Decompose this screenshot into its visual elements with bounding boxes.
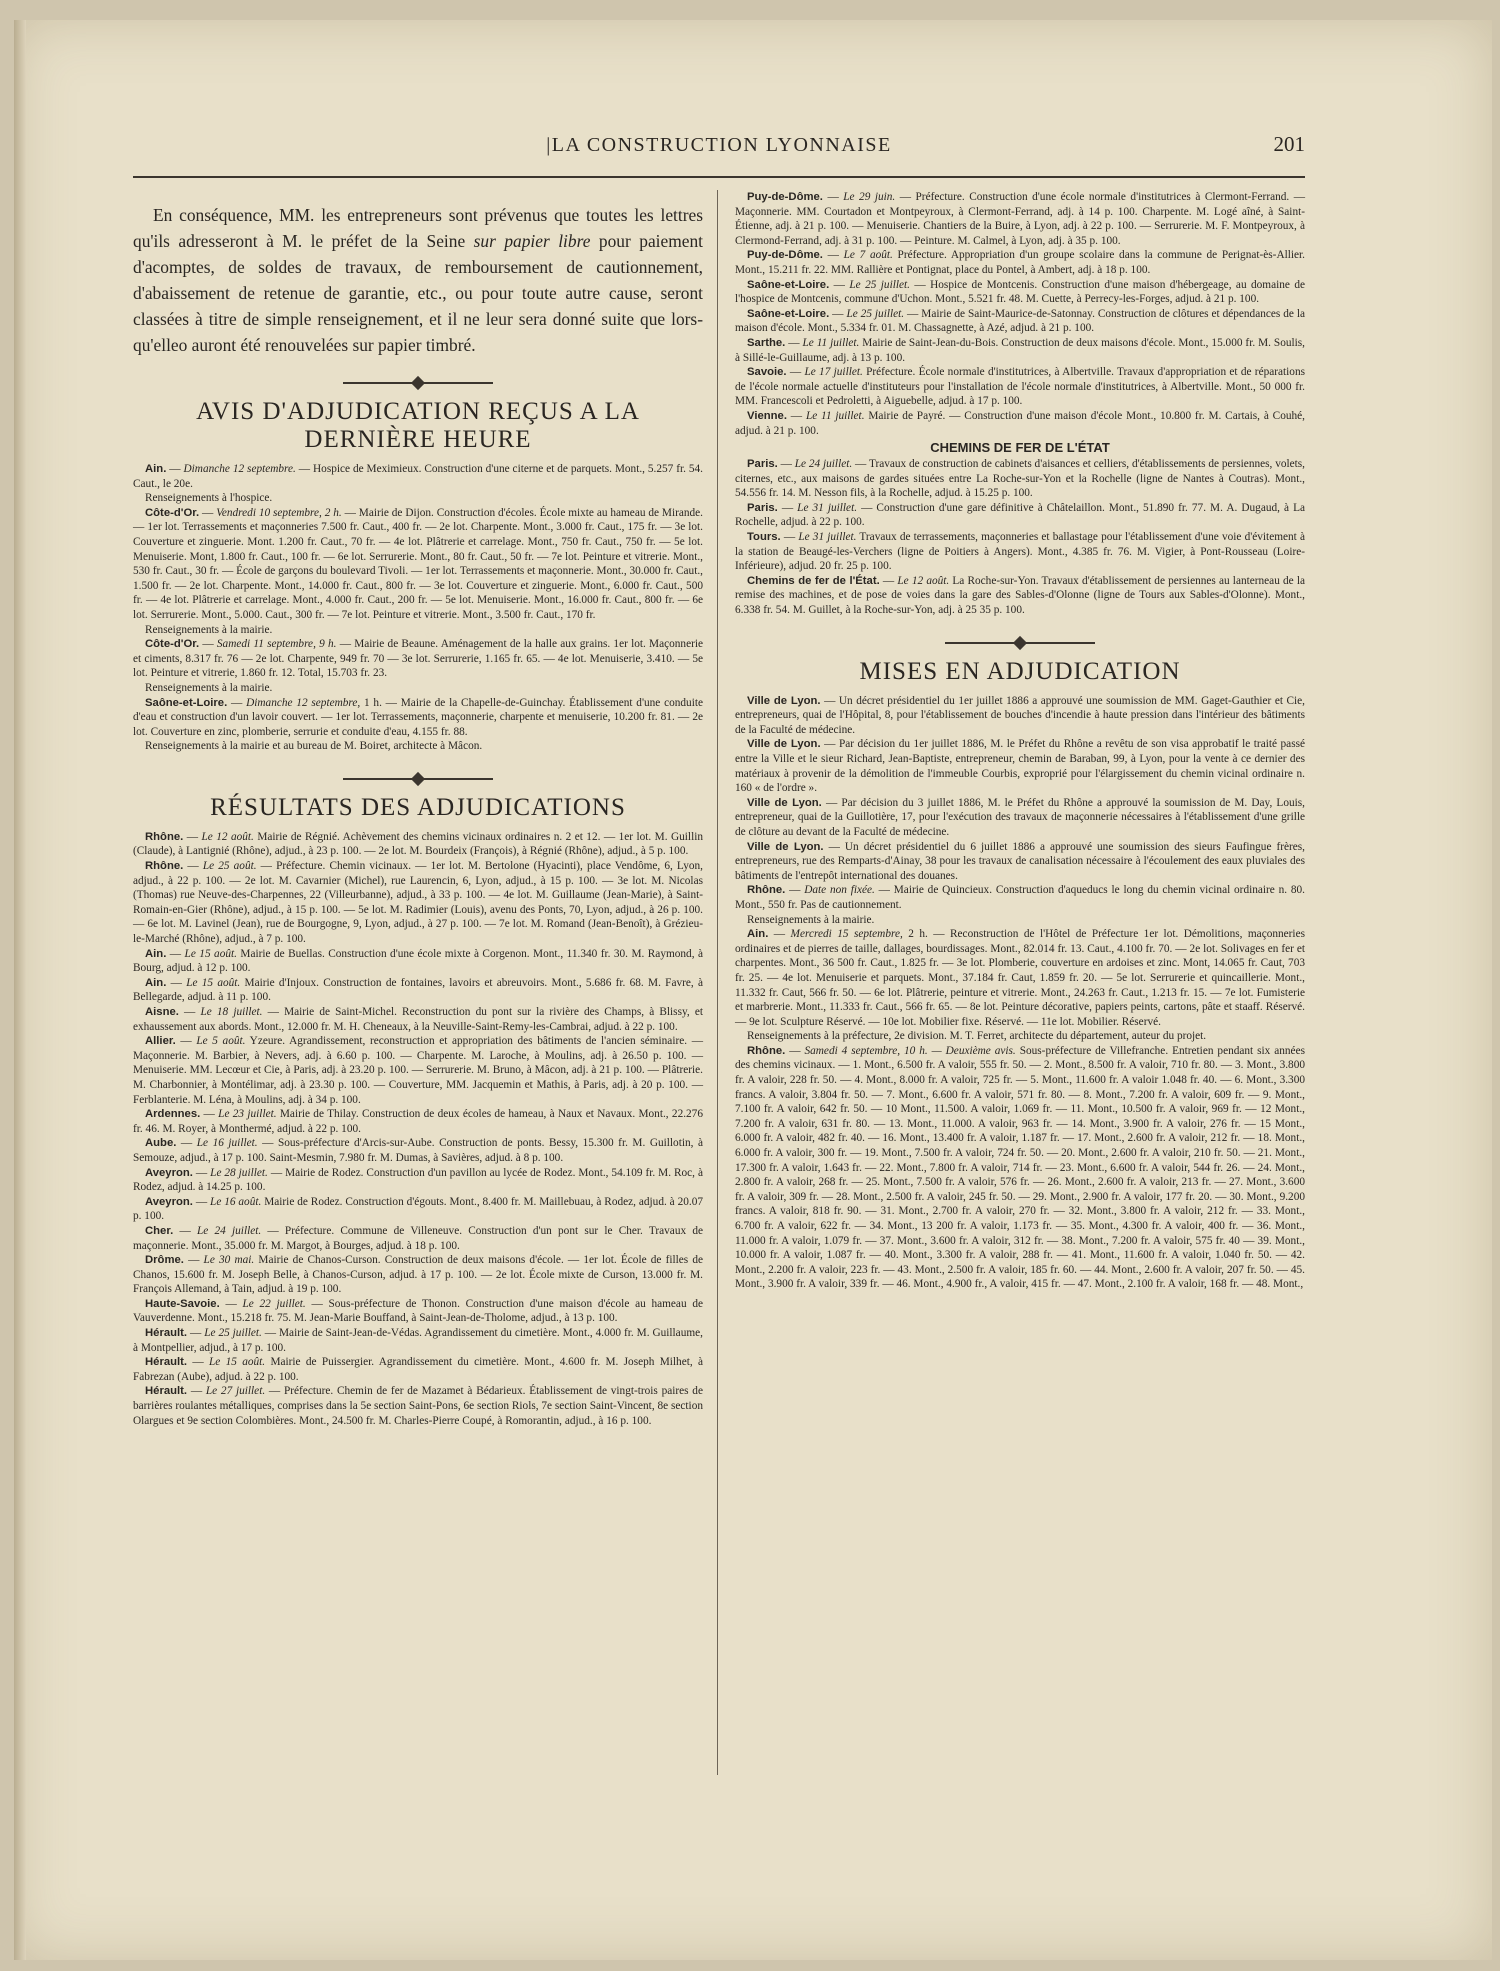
intro-text-1: En conséquence, MM. les entrepreneurs sont prévenus que toutes les lettres qu'ils adresseront à M. le préfet de la Seine [133, 205, 703, 251]
notice-date: Le 12 août. [201, 830, 254, 843]
notice-text: — Par décision du 1er juillet 1886, M. le Préfet du Rhône a revêtu de son visa approbatif le traité passé entre la Ville et le sieur Richard, Jean-Baptiste, entrepreneur, chemin de Baraban, 99, à Lyon, pour la vente à ce dernier des matériaux à provenir de la démolition de l'immeuble Courbis, exproprié pour l'élargissement du chemin vicinal ordinaire n. 160 « de l'ordre ». [735, 738, 1305, 795]
notice-entry: Chemins de fer de l'État. — Le 12 août. La Roche-sur-Yon. Travaux d'établissement de persiennes au lanterneau de la remise des machines, et de pose de voies dans la gare des Sables-d'Olonne (ligne de Tours aux Sables-d'Olonne). Mont., 6.338 fr. 54. M. Guillet, à la Roche-sur-Yon, adj. à 25 35 p. 100. [735, 574, 1305, 617]
notice-place: Tours. [747, 531, 781, 544]
notice-date: Le 28 juillet. [210, 1166, 268, 1179]
notice-date: Le 15 août. [184, 947, 237, 960]
notice-date: Le 11 juillet. [805, 409, 865, 422]
notice-entry: Puy-de-Dôme. — Le 29 juin. — Préfecture. Construction d'une école normale d'institutrices à Clermont-Ferrand. — Maçonnerie. MM. Courtadon et Montpeyroux, à Clermont-Ferrand, adj. à 14 p. 100. Charpente. M. Logé aîné, à Saint-Étienne, adj. à 21 p. 100. — Menuiserie. Chantiers de la Buire, à Lyon, adj. à 22 p. 100. — Serrurerie. M. F. Montpeyroux, à Clermond-Ferrand, adj. à 31 p. 100. — Peinture. M. Calmel, à Lyon, adj. à 35 p. 100. [735, 191, 1306, 247]
notice-entry: Saône-et-Loire. — Le 25 juillet. — Mairie de Saint-Maurice-de-Satonnay. Construction de clôtures et dépendances de la maison d'école. Mont., 5.334 fr. 01. M. Chassagnette, à Azé, adjud. à 21 p. 100. [735, 307, 1305, 335]
notice-place: Vienne. [747, 409, 787, 422]
notice-place: Ville de Lyon. [747, 738, 821, 751]
notice-date: Le 17 juillet. [804, 366, 863, 379]
intro-paragraph [133, 202, 703, 358]
notice-text: Sous-préfecture de Villefranche. Entretien pendant six années des chemins vicinaux. — 1. Mont., 6.500 fr. A valoir, 555 fr. 50. — 2. Mont., 8.500 fr. A valoir, 710 fr. 80. — 3. Mont., 3.800 fr. A valoir, 228 fr. 50. — 4. Mont., 8.000 fr. A valoir, 725 fr. — 5. Mont., 11.600 fr. A valoir 1.048 fr. 40. — 6. Mont., 3.300 francs. A valoir, 3.804 fr. 50. — 7. Mont., 6.600 fr. A valoir, 571 fr. 80. — 8. Mont., 7.200 fr. A valoir, 609 fr. — 9. Mont., 7.100 fr. A valoir, 642 fr. 50. — 10 Mont., 11.500. A valoir, 1.069 fr. — 11. Mont., 10.500 fr. A valoir, 969 fr. — 12 Mont., 7.200 fr. A valoir, 631 fr. 80. — 13. Mont., 11.000. A valoir, 963 fr. — 14. Mont., 3.900 fr. A valoir, 276 fr. — 15 Mont., 6.000 fr. A valoir, 482 fr. 40. — 16. Mont., 13.400 fr. A valoir, 1.187 fr. — 17. Mont., 2.600 fr. A valoir, 212 fr. — 18. Mont., 6.000 fr. A valoir, 300 fr. — 19. Mont., 7.500 fr. A valoir, 724 fr. 50. — 20. Mont., 2.600 fr. A valoir, 210 fr. 50. — 21. Mont., 17.300 fr. A valoir, 1.643 fr. — 22. Mont., 7.800 fr. A valoir, 714 fr. — 23. Mont., 6.600 fr. A valoir, 544 fr. 26. — 24. Mont., 2.800 fr. A valoir, 268 fr. — 25. Mont., 7.500 fr. A valoir, 576 fr. — 26. Mont., 2.600 fr. A valoir, 213 fr. — 27. Mont., 3.600 fr. A valoir, 309 fr. — 28. Mont., 2.500 fr. A valoir, 245 fr. 50. — 29. Mont., 2.900 fr. A valoir, 177 fr. 20. — 30. Mont., 9.200 francs. A valoir, 818 fr. 90. — 31. Mont., 2.700 fr. A valoir, 270 fr. — 32. Mont., 3.800 fr. A valoir, 212 fr. — 33. Mont., 6.700 fr. A valoir, 622 fr. — 34. Mont., 13 200 fr. A valoir, 1.173 fr. — 35. Mont., 4.300 fr. A valoir, 400 fr. — 36. Mont., 11.000 fr. A valoir, 1.079 fr. — 37. Mont., 3.600 fr. A valoir, 312 fr. — 38. Mont., 7.200 fr. A valoir, 575 fr. 40 — 39. Mont., 10.000 fr. A valoir, 1.087 fr. — 40. Mont., 3.300 fr. A valoir, 288 fr. — 41. Mont., 11.600 fr. A valoir, 1.040 fr. 50. — 42. Mont., 2.200 fr. A valoir, 223 fr. — 43. Mont., 2.500 fr. A valoir, 185 fr. 60. — 44. Mont., 2.600 fr. A valoir, 207 fr. 50. — 45. Mont., 3.900 fr. A valoir, 339 fr. — 46. Mont., 4.900 fr., A valoir, 415 fr. — 47. Mont., 2.100 fr. A valoir, 168 fr. — 48. Mont., [735, 1044, 1305, 1291]
avis-heading: AVIS D'ADJUDICATION REÇUS A LA DERNIÈRE HEURE [196, 398, 640, 453]
notice-place: Drôme. [145, 1254, 184, 1267]
notice-place: Ville de Lyon. [747, 840, 824, 853]
notice-entry: Vienne. — Le 11 juillet. Mairie de Payré. — Construction d'une maison d'école Mont., 10.800 fr. M. Cartais, à Couhé, adjud. à 21 p. 100. [735, 409, 1305, 437]
notice-entry: Hérault. — Le 15 août. Mairie de Puissergier. Agrandissement du cimetière. Mont., 4.600 fr. M. Joseph Milhet, à Fabrezan (Aube), adjud. à 22 p. 100. [133, 1356, 703, 1383]
notice-place: Saône-et-Loire. [747, 278, 830, 291]
notice-text: 1 h. — Mairie de la Chapelle-de-Guinchay. Établissement d'une conduite d'eau et construction d'un lavoir couvert. — 1er lot. Terrassements, maçonnerie, charpente et menuiserie, 10.200 fr. 81. — 2e lot. Couverture en zinc, plomberie, serrurie et conduite d'eau, 4.155 fr. 88. [133, 696, 703, 738]
notice-place: Rhône. [145, 860, 184, 873]
notice-text: — Mairie de Beaune. Aménagement de la halle aux grains. 1er lot. Maçonnerie et ciments, 8.317 fr. 76 — 2e lot. Charpente, 949 fr. 70 — 3e lot. Serrurerie, 1.165 fr. 65. — 4e lot. Menuiserie, 3.410. — 5e lot. Peinture et vitrerie, 1.860 fr. 12. Total, 15.703 fr. 23. [133, 638, 704, 680]
notice-place: Ardennes. [145, 1108, 201, 1121]
section-ornament [343, 382, 493, 384]
notice-text: — Mairie de Saint-Jean-de-Védas. Agrandissement du cimetière. Mont., 4.000 fr. M. Guillaume, à Montpellier, adjud., à 17 p. 100. [133, 1327, 703, 1354]
notice-date: Le 11 juillet. [802, 336, 860, 349]
notice-date: Le 25 juillet. [204, 1327, 262, 1340]
notice-entry: Tours. — Le 31 juillet. Travaux de terrassements, maçonneries et ballastage pour l'établissement d'une voie d'évitement à la station de Beaugé-les-Verchers (ligne de Poitiers à Angers). Mont., 4.385 fr. 76. M. Vigier, à Pont-Rousseau (Loire-Inférieure), adjud. 20 fr. 25 p. 100. [735, 531, 1305, 573]
notice-text: — Mairie de Saint-Maurice-de-Satonnay. Construction de clôtures et dépendances de la maison d'école. Mont., 5.334 fr. 01. M. Chassagnette, à Azé, adjud. à 21 p. 100. [735, 307, 1305, 335]
notice-text: — Hospice de Meximieux. Construction d'une citerne et de parquets. Mont., 5.257 fr. 54. Caut., le 20e. [133, 463, 703, 490]
notice-place: Haute-Savoie. [145, 1297, 220, 1310]
notice-text: Mairie de Chanos-Curson. Construction de deux maisons d'école. — 1er lot. École de filles de Chanos, 15.600 fr. M. Joseph Belle, à Chanos-Curson, adjud. à 17 p. 100. — 2e lot. École mixte de Curson, 13.000 fr. M. François Allemand, à Tain, adjud. à 19 p. 100. [133, 1254, 703, 1296]
notice-text: Mairie de Puissergier. Agrandissement du cimetière. Mont., 4.600 fr. M. Joseph Milhet, à Fabrezan (Aube), adjud. à 22 p. 100. [133, 1356, 703, 1383]
notice-text: — Préfecture. Chemin de fer de Mazamet à Bédarieux. Établissement de vingt-trois paires de barrières roulantes métalliques, comprises dans la 5e section Saint-Pons, 6e section Riols, 7e section Saint-Vincent, 8e section Olargues et 9e section Colombières. Mont., 24.500 fr. M. Charles-Pierre Coupé, à Romorantin, adjud., à 16 p. 100. [133, 1385, 703, 1427]
notice-place: Chemins de fer de l'État. [747, 574, 880, 587]
notice-entry: Aube. — Le 16 juillet. — Sous-préfecture d'Arcis-sur-Aube. Construction de ponts. Bessy, 15.300 fr. M. Guillotin, à Semouze, adjud., à 17 p. 100. Saint-Mesmin, 7.980 fr. M. Dumas, à Savières, adjud. à 8 p. 100. [133, 1137, 703, 1164]
notice-entry: Hérault. — Le 27 juillet. — Préfecture. Chemin de fer de Mazamet à Bédarieux. Établissement de vingt-trois paires de barrières roulantes métalliques, comprises dans la 5e section Saint-Pons, 6e section Riols, 7e section Saint-Vincent, 8e section Olargues et 9e section Colombières. Mont., 24.500 fr. M. Charles-Pierre Coupé, à Romorantin, adjud., à 16 p. 100. [133, 1385, 703, 1427]
notice-date: Le 25 août. [202, 860, 257, 873]
notice-entry: Saône-et-Loire. — Le 25 juillet. — Hospice de Montcenis. Construction d'une maison d'hébergeage, au domaine de l'hospice de Montcenis, commune d'Uchon. Mont., 5.521 fr. 48. M. Cuette, à Perrecy-les-Forges, adjud. à 21 p. 100. [735, 278, 1305, 306]
notice-place: Aisne. [145, 1006, 179, 1018]
notice-place: Hérault. [145, 1385, 188, 1398]
notice-place: Hérault. [145, 1356, 188, 1369]
notice-place: Ain. [145, 976, 167, 989]
notice-text: — Par décision du 3 juillet 1886, M. le Préfet du Rhône a approuvé la soumission de M. Day, Louis, entrepreneur, quai de la Guillotière, 17, pour l'exécution des travaux de maçonnerie nécessaires à l'établissement d'une grille de clôture au devant de la Faculté de médecine. [735, 796, 1305, 838]
mises-list [735, 694, 1305, 1292]
notice-date: Samedi 11 septembre, 9 h. [216, 638, 337, 651]
chemins-list [735, 457, 1305, 618]
intro-emphasis: sur papier libre [473, 231, 591, 251]
notice-entry: Rhône. — Le 25 août. — Préfecture. Chemin vicinaux. — 1er lot. M. Bertolone (Hyacinti), place Vendôme, 6, Lyon, adjud., à 22 p. 100. — 2e lot. M. Cavarnier (Michel), rue Laurencin, 6, Lyon, adjud., à 15 p. 100. — 3e lot. M. Nicolas (Thomas) rue Neuve-des-Charpennes, 22 (Villeurbanne), adjud., à 33 p. 100. — 4e lot. M. Guillaume (Jean-Marie), à Saint-Romain-en-Gier (Rhône), adjud., à 15 p. 100. — 5e lot. M. Radimier (Louis), avenu des Ponts, 70, Lyon, adjud., à 26 p. 100. — 6e lot. M. Lavinel (Jean), rue de Bourgogne, 9, Lyon, adjud., à 27 p. 100. — 7e lot. M. Romand (Jean-Benoît), à Grézieu-le-Marché (Rhône), adjud., à 7 p. 100. [133, 860, 703, 946]
section-ornament [343, 778, 493, 780]
notice-place: Cher. [145, 1224, 174, 1237]
notice-date: Le 22 juillet. [242, 1297, 306, 1310]
notice-entry: Paris. — Le 24 juillet. — Travaux de construction de cabinets d'aisances et celliers, d'établissements de persiennes, volets, citernes, etc., aux maisons de gardes situées entre La Roche-sur-Yon et la Rochelle (ligne de Nantes à Coutras). Mont., 54.556 fr. 14. M. Nesson fils, à la Rochelle, adjud. à 15.25 p. 100. [735, 458, 1305, 500]
notice-entry [735, 840, 1305, 884]
notice-place: Ain. [145, 463, 167, 475]
notice-entry: Rhône. — Samedi 4 septembre, 10 h. — Deuxième avis. Sous-préfecture de Villefranche. Entretien pendant six années des chemins vicinaux. — 1. Mont., 6.500 fr. A valoir, 555 fr. 50. — 2. Mont., 8.500 fr. A valoir, 710 fr. 80. — 3. Mont., 3.800 fr. A valoir, 228 fr. 50. — 4. Mont., 8.000 fr. A valoir, 725 fr. — 5. Mont., 11.600 fr. A valoir 1.048 fr. 40. — 6. Mont., 3.300 francs. A valoir, 3.804 fr. 50. — 7. Mont., 6.600 fr. A valoir, 571 fr. 80. — 8. Mont., 7.200 fr. A valoir, 609 fr. — 9. Mont., 7.100 fr. A valoir, 642 fr. 50. — 10 Mont., 11.500. A valoir, 1.069 fr. — 11. Mont., 10.500 fr. A valoir, 969 fr. — 12 Mont., 7.200 fr. A valoir, 631 fr. 80. — 13. Mont., 11.000. A valoir, 963 fr. — 14. Mont., 3.900 fr. A valoir, 276 fr. — 15 Mont., 6.000 fr. A valoir, 482 fr. 40. — 16. Mont., 13.400 fr. A valoir, 1.187 fr. — 17. Mont., 2.600 fr. A valoir, 212 fr. — 18. Mont., 6.000 fr. A valoir, 300 fr. — 19. Mont., 7.500 fr. A valoir, 724 fr. 50. — 20. Mont., 2.600 fr. A valoir, 210 fr. 50. — 21. Mont., 17.300 fr. A valoir, 1.643 fr. — 22. Mont., 7.800 fr. A valoir, 714 fr. — 23. Mont., 6.600 fr. A valoir, 544 fr. 26. — 24. Mont., 2.800 fr. A valoir, 268 fr. — 25. Mont., 7.500 fr. A valoir, 576 fr. — 26. Mont., 2.600 fr. A valoir, 213 fr. — 27. Mont., 3.600 fr. A valoir, 309 fr. — 28. Mont., 2.500 fr. A valoir, 245 fr. 50. — 29. Mont., 2.900 fr. A valoir, 177 fr. 20. — 30. Mont., 9.200 francs. A valoir, 818 fr. 90. — 31. Mont., 2.700 fr. A valoir, 270 fr. — 32. Mont., 3.800 fr. A valoir, 212 fr. — 33. Mont., 6.700 fr. A valoir, 622 fr. — 34. Mont., 13 200 fr. A valoir, 1.173 fr. — 35. Mont., 4.300 fr. A valoir, 400 fr. — 36. Mont., 11.000 fr. A valoir, 1.079 fr. — 37. Mont., 3.600 fr. A valoir, 312 fr. — 38. Mont., 7.200 fr. A valoir, 575 fr. 40 — 39. Mont., 10.000 fr. A valoir, 1.087 fr. — 40. Mont., 3.300 fr. A valoir, 288 fr. — 41. Mont., 11.600 fr. A valoir, 1.040 fr. 50. — 42. Mont., 2.200 fr. A valoir, 223 fr. — 43. Mont., 2.500 fr. A valoir, 185 fr. 60. — 44. Mont., 2.600 fr. A valoir, 207 fr. 50. — 45. Mont., 3.900 fr. A valoir, 339 fr. — 46. Mont., 4.900 fr., A valoir, 415 fr. — 47. Mont., 2.100 fr. A valoir, 168 fr. — 48. Mont., [735, 1044, 1305, 1291]
notice-date: Le 12 août. [897, 574, 950, 587]
notice-text: Mairie de Buellas. Construction d'une école mixte à Corgenon. Mont., 11.340 fr. 30. M. Raymond, à Bourg, adjud. à 12 p. 100. [133, 947, 703, 975]
notice-date: Le 5 août. [196, 1035, 246, 1048]
notice-date: Le 25 juillet. [846, 307, 905, 320]
notice-text: — Mairie de Rodez. Construction d'un pavillon au lycée de Rodez. Mont., 54.109 fr. M. Roc, à Rodez, adjud. à 14.25 p. 100. [133, 1166, 703, 1194]
column-rule [717, 190, 718, 1775]
notice-entry: Aisne. — Le 18 juillet. — Mairie de Saint-Michel. Reconstruction du pont sur la rivière des Champs, à Blissy, et exhaussement aux abords. Mont., 12.000 fr. M. H. Cheneaux, à la Neuville-Saint-Remy-les-Cambrai, adjud. à 22 p. 100. [133, 1006, 703, 1033]
notice-entry: Côte-d'Or. — Samedi 11 septembre, 9 h. — Mairie de Beaune. Aménagement de la halle aux grains. 1er lot. Maçonnerie et ciments, 8.317 fr. 76 — 2e lot. Charpente, 949 fr. 70 — 3e lot. Serrurerie, 1.165 fr. 65. — 4e lot. Menuiserie, 3.410. — 5e lot. Peinture et vitrerie, 1.860 fr. 12. Total, 15.703 fr. 23. [133, 638, 704, 680]
notice-place: Savoie. [747, 366, 787, 379]
notice-place: Paris. [747, 501, 778, 514]
notice-place: Saône-et-Loire. [145, 696, 228, 709]
notice-text: Mairie de Payré. — Construction d'une maison d'école Mont., 10.800 fr. M. Cartais, à Couhé, adjud. à 21 p. 100. [735, 409, 1305, 437]
section-ornament [945, 642, 1095, 644]
page-header [133, 112, 1305, 172]
notice-entry: Ain. — Le 15 août. Mairie de Buellas. Construction d'une école mixte à Corgenon. Mont., 11.340 fr. 30. M. Raymond, à Bourg, adjud. à 12 p. 100. [133, 947, 703, 975]
notice-place: Ville de Lyon. [747, 694, 821, 707]
notice-place: Aveyron. [145, 1166, 193, 1179]
notice-date: Le 29 juin. [843, 191, 896, 203]
notice-text: — Hospice de Montcenis. Construction d'une maison d'hébergeage, au domaine de l'hospice de Montcenis, commune d'Uchon. Mont., 5.521 fr. 48. M. Cuette, à Perrecy-les-Forges, adjud. à 21 p. 100. [735, 278, 1305, 306]
notice-date: Le 30 mai. [203, 1254, 255, 1267]
avis-list [133, 462, 703, 754]
notice-text: Renseignements à l'hospice. [145, 492, 273, 505]
notice-place: Ain. [747, 928, 769, 941]
journal-title: |LA CONSTRUCTION LYONNAISE [546, 134, 892, 156]
notice-date: Le 23 juillet. [218, 1108, 277, 1121]
notice-text: — Préfecture. Construction d'une école normale d'institutrices à Clermont-Ferrand. — Maçonnerie. MM. Courtadon et Montpeyroux, à Clermont-Ferrand, adj. à 14 p. 100. Charpente. M. Logé aîné, à Saint-Étienne, adj. à 21 p. 100. — Menuiserie. Chantiers de la Buire, à Lyon, adj. à 22 p. 100. — Serrurerie. M. F. Montpeyroux, à Clermond-Ferrand, adj. à 31 p. 100. — Peinture. M. Calmel, à Lyon, adj. à 35 p. 100. [735, 191, 1306, 247]
notice-text: Renseignements à la mairie. [747, 913, 875, 926]
notice-date: Mercredi 15 septembre, [790, 928, 903, 941]
resultats-list [133, 830, 703, 1428]
notice-entry: Paris. — Le 31 juillet. — Construction d'une gare définitive à Châtelaillon. Mont., 51.890 fr. 77. M. A. Dugaud, à La Rochelle, adjud. à 22 p. 100. [735, 501, 1305, 529]
notice-text: 2 h. — Reconstruction de l'Hôtel de Préfecture 1er lot. Démolitions, maçonneries ordinaires et de pierres de taille, dallages, bourdissages. Mont., 82.014 fr. 13. Caut., 4.100 fr. 70. — 2e lot. Solivages en fer et charpentes. Mont., 36 500 fr. Caut., 1.825 fr. — 3e lot. Plomberie, couverture en ardoises et zinc. Mont, 14.065 fr. Caut, 703 fr. 25. — 4e lot. Menuiserie et parquets. Mont., 37.184 fr. Caut, 1.859 fr. 20. — 5e lot. Serrurerie et quincaillerie. Mont., 11.332 fr. Caut, 566 fr. 50. — 6e lot. Plâtrerie, peinture et vitrerie. Mont., 24.263 fr. Caut., 1.213 fr. 15. — 7e lot. Fumisterie et marbrerie. Mont., 11.333 fr. Caut., 566 fr. 65. — 8e lot. Peinture décorative, papiers peints, cartons, pâte et staaff. Réservé. — 9e lot. Sculpture Réservé. — 10e lot. Mobilier fixe. Réservé. — 11e lot. Mobilier. Réservé. [735, 928, 1305, 1028]
notice-entry: Ain. — Le 15 août. Mairie d'Injoux. Construction de fontaines, lavoirs et abreuvoirs. Mont., 5.686 fr. 68. M. Favre, à Bellegarde, adjud. à 11 p. 100. [133, 976, 704, 1004]
notice-text: Mairie de Régnié. Achèvement des chemins vicinaux ordinaires n. 2 et 12. — 1er lot. M. Guillin (Claude), à Lantignié (Rhône), adjud., à 23 p. 100. — 2e lot. M. Bourdeix (François), à Régnié (Rhône), adjud., à 5 p. 100. [133, 830, 703, 858]
notice-entry [735, 1029, 1305, 1044]
notice-place: Allier. [145, 1035, 176, 1048]
notice-date: Dimanche 12 septembre. [183, 463, 296, 475]
notice-place: Sarthe. [747, 336, 786, 349]
notice-date: Le 15 août. [209, 1356, 266, 1369]
notice-entry [735, 796, 1305, 840]
notice-text: — Construction d'une gare définitive à Châtelaillon. Mont., 51.890 fr. 77. M. A. Dugaud, à La Rochelle, adjud. à 22 p. 100. [735, 501, 1305, 529]
header-rule [133, 176, 1305, 178]
notice-entry: Savoie. — Le 17 juillet. Préfecture. École normale d'institutrices, à Albertville. Travaux d'appropriation et de réparations de l'école normale actuelle d'instituteurs pour l'installation de l'école normale d'institutrices, à Albertville. Mont., 50 000 fr. MM. Francescoli et Pedroletti, à Aiguebelle, adjud. à 17 p. 100. [735, 366, 1305, 408]
notice-date: Le 24 juillet. [197, 1224, 262, 1237]
notice-entry [735, 737, 1305, 795]
notice-entry [133, 681, 703, 696]
notice-entry: Saône-et-Loire. — Dimanche 12 septembre, 1 h. — Mairie de la Chapelle-de-Guinchay. Établissement d'une conduite d'eau et construction d'un lavoir couvert. — 1er lot. Terrassements, maçonnerie, charpente et menuiserie, 10.200 fr. 81. — 2e lot. Couverture en zinc, plomberie, serrurie et conduite d'eau, 4.155 fr. 88. [133, 696, 703, 738]
notice-entry [735, 913, 1305, 928]
notice-entry: Rhône. — Date non fixée. — Mairie de Quincieux. Construction d'aqueducs le long du chemin vicinal ordinaire n. 80. Mont., 550 fr. Pas de cautionnement. [735, 884, 1305, 911]
notice-date: Le 15 août. [186, 976, 241, 989]
notice-text: Renseignements à la mairie et au bureau de M. Boiret, architecte à Mâcon. [145, 740, 483, 753]
notice-entry: Hérault. — Le 25 juillet. — Mairie de Saint-Jean-de-Védas. Agrandissement du cimetière. Mont., 4.000 fr. M. Guillaume, à Montpellier, adjud., à 17 p. 100. [133, 1327, 703, 1354]
notice-date: Le 16 août. [210, 1195, 262, 1208]
notice-place: Côte-d'Or. [145, 506, 200, 519]
notice-entry: Aveyron. — Le 16 août. Mairie de Rodez. Construction d'égouts. Mont., 8.400 fr. M. Maillebuau, à Rodez, adjud. à 20.07 p. 100. [133, 1195, 704, 1223]
notice-entry: Allier. — Le 5 août. Yzeure. Agrandissement, reconstruction et appropriation des bâtiments de l'ancien séminaire. — Maçonnerie. M. Barbier, à Nevers, adj. à 6.60 p. 100. — Charpente. M. Laroche, à Moulins, adj. à 26.50 p. 100. — Menuiserie. MM. Lecœur et Cie, à Paris, adj. à 23.20 p. 100. — Serrurerie. M. Bruno, à Mâcon, adj. à 21 p. 100. — Plâtrerie. M. Charbonnier, à Montélimar, adj. à 23.30 p. 100. — Couverture, MM. Jacquemin et Mathis, à Paris, adj. à 20 p. 100. — Ferblanterie. M. Léna, à Moulins, adj. à 34 p. 100. [133, 1035, 703, 1106]
notice-date: Vendredi 10 septembre, 2 h. [216, 506, 342, 519]
notice-text: — Travaux de construction de cabinets d'aisances et celliers, d'établissements de persiennes, volets, citernes, etc., aux maisons de gardes situées entre La Roche-sur-Yon et la Rochelle (ligne de Nantes à Coutras). Mont., 54.556 fr. 14. M. Nesson fils, à la Rochelle, adjud. à 15.25 p. 100. [735, 458, 1305, 500]
left-column [133, 190, 703, 1428]
notice-place: Rhône. [747, 1044, 786, 1057]
notice-place: Aube. [145, 1137, 177, 1150]
notice-entry: Ain. — Dimanche 12 septembre. — Hospice de Meximieux. Construction d'une citerne et de parquets. Mont., 5.257 fr. 54. Caut., le 20e. [133, 463, 703, 490]
notice-text: Mairie de Saint-Jean-du-Bois. Construction de deux maisons d'école. Mont., 15.000 fr. M. Soulis, à Sillé-le-Guillaume, adj. à 13 p. 100. [735, 336, 1305, 364]
notice-text: Renseignements à la préfecture, 2e division. M. T. Ferret, architecte du département, auteur du projet. [747, 1030, 1207, 1043]
notice-text: Mairie de Rodez. Construction d'égouts. Mont., 8.400 fr. M. Maillebuau, à Rodez, adjud. à 20.07 p. 100. [133, 1195, 704, 1223]
notice-entry: Drôme. — Le 30 mai. Mairie de Chanos-Curson. Construction de deux maisons d'école. — 1er lot. École de filles de Chanos, 15.600 fr. M. Joseph Belle, à Chanos-Curson, adjud. à 17 p. 100. — 2e lot. École mixte de Curson, 13.000 fr. M. François Allemand, à Tain, adjud. à 19 p. 100. [133, 1254, 703, 1296]
notice-date: Dimanche 12 septembre, [246, 696, 361, 709]
notice-date: Date non fixée. [804, 884, 875, 897]
notice-entry: Puy-de-Dôme. — Le 7 août. Préfecture. Appropriation d'un groupe scolaire dans la commune de Perignat-ès-Allier. Mont., 15.211 fr. 22. MM. Rallière et Pontignat, place du Pontel, à Ambert, adj. à 18 p. 100. [735, 249, 1305, 276]
notice-text: — Un décret présidentiel du 1er juillet 1886 a approuvé une soumission de MM. Gaget-Gauthier et Cie, entrepreneurs, quai de l'Hôpital, 8, pour l'établissement de bouches d'incendie à haute pression dans l'intérieur des bâtiments de la Faculté de médecine. [735, 694, 1306, 736]
notice-date: Le 24 juillet. [794, 458, 853, 471]
notice-text: Travaux de terrassements, maçonneries et ballastage pour l'établissement d'une voie d'évitement à la station de Beaugé-les-Verchers (ligne de Poitiers à Angers). Mont., 4.385 fr. 76. M. Vigier, à Pont-Rousseau (Loire-Inférieure), adjud. 20 fr. 25 p. 100. [735, 531, 1305, 573]
notice-place: Ville de Lyon. [747, 796, 822, 809]
notice-text: Mairie d'Injoux. Construction de fontaines, lavoirs et abreuvoirs. Mont., 5.686 fr. 68. M. Favre, à Bellegarde, adjud. à 11 p. 100. [133, 976, 704, 1004]
notice-entry [735, 694, 1305, 738]
notice-place: Ain. [145, 947, 167, 960]
notice-entry: Ain. — Mercredi 15 septembre, 2 h. — Reconstruction de l'Hôtel de Préfecture 1er lot. Démolitions, maçonneries ordinaires et de pierres de taille, dallages, bourdissages. Mont., 82.014 fr. 13. Caut., 4.100 fr. 70. — 2e lot. Solivages en fer et charpentes. Mont., 36 500 fr. Caut., 1.825 fr. — 3e lot. Plomberie, couverture en ardoises et zinc. Mont, 14.065 fr. Caut, 703 fr. 25. — 4e lot. Menuiserie et parquets. Mont., 37.184 fr. Caut, 1.859 fr. 20. — 5e lot. Serrurerie et quincaillerie. Mont., 11.332 fr. Caut, 566 fr. 50. — 6e lot. Plâtrerie, peinture et vitrerie. Mont., 24.263 fr. Caut., 1.213 fr. 15. — 7e lot. Fumisterie et marbrerie. Mont., 11.333 fr. Caut., 566 fr. 65. — 8e lot. Peinture décorative, papiers peints, cartons, pâte et staaff. Réservé. — 9e lot. Sculpture Réservé. — 10e lot. Mobilier fixe. Réservé. — 11e lot. Mobilier. Réservé. [735, 928, 1305, 1028]
notice-text: Yzeure. Agrandissement, reconstruction et appropriation des bâtiments de l'ancien séminaire. — Maçonnerie. M. Barbier, à Nevers, adj. à 6.60 p. 100. — Charpente. M. Laroche, à Moulins, adj. à 26.50 p. 100. — Menuiserie. MM. Lecœur et Cie, à Paris, adj. à 23.20 p. 100. — Serrurerie. M. Bruno, à Mâcon, adj. à 21 p. 100. — Plâtrerie. M. Charbonnier, à Montélimar, adj. à 23.30 p. 100. — Couverture, MM. Jacquemin et Mathis, à Paris, adj. à 20 p. 100. — Ferblanterie. M. Léna, à Moulins, adj. à 34 p. 100. [133, 1035, 703, 1106]
notice-text: Préfecture. Appropriation d'un groupe scolaire dans la commune de Perignat-ès-Allier. Mont., 15.211 fr. 22. MM. Rallière et Pontignat, place du Pontel, à Ambert, adj. à 18 p. 100. [735, 249, 1305, 276]
notice-text: — Sous-préfecture d'Arcis-sur-Aube. Construction de ponts. Bessy, 15.300 fr. M. Guillotin, à Semouze, adjud., à 17 p. 100. Saint-Mesmin, 7.980 fr. M. Dumas, à Savières, adjud. à 8 p. 100. [133, 1137, 703, 1164]
notice-date: Le 31 juillet. [798, 531, 857, 544]
notice-entry: Cher. — Le 24 juillet. — Préfecture. Commune de Villeneuve. Construction d'un pont sur le Cher. Travaux de maçonnerie. Mont., 35.000 fr. M. Margot, à Bourges, adjud. à 18 p. 100. [133, 1224, 703, 1252]
notice-place: Puy-de-Dôme. [747, 249, 823, 262]
notice-text: La Roche-sur-Yon. Travaux d'établissement de persiennes au lanterneau de la remise des machines, et de pose de voies dans la gare des Sables-d'Olonne (ligne de Tours aux Sables-d'Olonne). Mont., 6.338 fr. 54. M. Guillet, à la Roche-sur-Yon, adj. à 25 35 p. 100. [735, 574, 1305, 617]
chemins-heading: CHEMINS DE FER DE L'ÉTAT [930, 440, 1110, 456]
notice-entry: Ardennes. — Le 23 juillet. Mairie de Thilay. Construction de deux écoles de hameau, à Naux et Navaux. Mont., 22.276 fr. 46. M. Royer, à Monthermé, adjud. à 22 p. 100. [133, 1108, 703, 1135]
notice-entry: Sarthe. — Le 11 juillet. Mairie de Saint-Jean-du-Bois. Construction de deux maisons d'école. Mont., 15.000 fr. M. Soulis, à Sillé-le-Guillaume, adj. à 13 p. 100. [735, 336, 1305, 364]
notice-date: Le 31 juillet. [797, 501, 858, 514]
notice-entry: Rhône. — Le 12 août. Mairie de Régnié. Achèvement des chemins vicinaux ordinaires n. 2 et 12. — 1er lot. M. Guillin (Claude), à Lantignié (Rhône), adjud., à 23 p. 100. — 2e lot. M. Bourdeix (François), à Régnié (Rhône), adjud., à 5 p. 100. [133, 830, 703, 858]
resultats-heading: RÉSULTATS DES ADJUDICATIONS [210, 793, 626, 821]
right-top-list [735, 190, 1305, 438]
notice-date: Le 25 juillet. [849, 278, 910, 291]
right-column [735, 190, 1305, 1292]
notice-entry [133, 491, 703, 506]
notice-place: Rhône. [747, 884, 786, 897]
page-number: 201 [1273, 132, 1305, 156]
notice-place: Aveyron. [145, 1195, 193, 1208]
notice-place: Saône-et-Loire. [747, 307, 830, 320]
intro-text-2: pour paiement d'acomptes, de soldes de travaux, de remboursement de cautionnement, d'abaissement de retenue de garantie, etc., ou pour toute autre cause, seront classées à titre de simple renseignement, et il ne leur sera donné suite que lors-qu'elleo auront été renouvelées sur papier timbré. [133, 231, 703, 355]
page-fold [14, 20, 26, 1960]
notice-place: Puy-de-Dôme. [747, 191, 823, 203]
notice-entry: Aveyron. — Le 28 juillet. — Mairie de Rodez. Construction d'un pavillon au lycée de Rodez. Mont., 54.109 fr. M. Roc, à Rodez, adjud. à 14.25 p. 100. [133, 1166, 703, 1194]
notice-date: Samedi 4 septembre, 10 h. — Deuxième avis. [804, 1044, 1016, 1057]
notice-place: Hérault. [145, 1327, 188, 1340]
notice-place: Côte-d'Or. [145, 638, 200, 651]
notice-entry: Côte-d'Or. — Vendredi 10 septembre, 2 h. — Mairie de Dijon. Construction d'écoles. École mixte au hameau de Mirande. — 1er lot. Terrassements et maçonneries 7.500 fr. Caut., 400 fr. — 2e lot. Charpente. Mont., 3.000 fr. Caut., 175 fr. — 3e lot. Couverture et zinguerie. Mont. 1.200 fr. Caut., 70 fr. — 4e lot. Plâtrerie et carrelage. Mont., 750 fr. Caut., 750 fr. — 5e lot. Menuiserie. Mont, 1.800 fr. Caut., 100 fr. — 6e lot. Serrurerie. Mont., 80 fr. Caut., 50 fr. — 7e lot. Peinture et vitrerie. Mont., 530 fr. Caut., 30 fr. — École de garçons du boulevard Tivoli. — 1er lot. Terrassements et maçonnerie. Mont., 30.000 fr. Caut., 1.500 fr. — 2e lot. Charpente. Mont., 14.000 fr. Caut., 800 fr. — 3e lot. Couverture et zinguerie. Mont., 6.000 fr. Caut., 500 fr. — 4e lot. Plâtrerie et carrelage. Mont., 4.000 fr. Caut., 200 fr. — 5e lot. Menuiserie. Mont., 16.000 fr. Caut., 800 fr. — 6e lot. Serrurerie. Mont., 5.000. Caut., 300 fr. — 7e lot. Peinture et vitrerie. Mont., 3.500 fr. Caut., 170 fr. [133, 506, 703, 621]
notice-date: Le 16 juillet. [196, 1137, 258, 1150]
notice-date: Le 7 août. [843, 249, 893, 262]
notice-text: Mairie de Thilay. Construction de deux écoles de hameau, à Naux et Navaux. Mont., 22.276 fr. 46. M. Royer, à Monthermé, adjud. à 22 p. 100. [133, 1108, 703, 1135]
notice-entry [133, 623, 703, 638]
notice-text: — Mairie de Quincieux. Construction d'aqueducs le long du chemin vicinal ordinaire n. 80. Mont., 550 fr. Pas de cautionnement. [735, 884, 1305, 911]
notice-date: Le 27 juillet. [205, 1385, 266, 1398]
notice-text: — Préfecture. Chemin vicinaux. — 1er lot. M. Bertolone (Hyacinti), place Vendôme, 6, Lyon, adjud., à 22 p. 100. — 2e lot. M. Cavarnier (Michel), rue Laurencin, 6, Lyon, adjud., à 15 p. 100. — 3e lot. M. Nicolas (Thomas) rue Neuve-des-Charpennes, 22 (Villeurbanne), adjud., à 33 p. 100. — 4e lot. M. Guillaume (Jean-Marie), à Saint-Romain-en-Gier (Rhône), adjud., à 15 p. 100. — 5e lot. M. Radimier (Louis), avenu des Ponts, 70, Lyon, adjud., à 26 p. 100. — 6e lot. M. Lavinel (Jean), rue de Bourgogne, 9, Lyon, adjud., à 27 p. 100. — 7e lot. M. Romand (Jean-Benoît), à Grézieu-le-Marché (Rhône), adjud., à 7 p. 100. [133, 860, 703, 946]
notice-text: — Sous-préfecture de Thonon. Construction d'une maison d'école au hameau de Vauverdenne. Mont., 15.218 fr. 75. M. Jean-Marie Bouffand, à Saint-Jean-de-Tholome, adjud., à 13 p. 100. [133, 1297, 703, 1325]
notice-entry: Haute-Savoie. — Le 22 juillet. — Sous-préfecture de Thonon. Construction d'une maison d'école au hameau de Vauverdenne. Mont., 15.218 fr. 75. M. Jean-Marie Bouffand, à Saint-Jean-de-Tholome, adjud., à 13 p. 100. [133, 1297, 703, 1325]
notice-text: — Mairie de Dijon. Construction d'écoles. École mixte au hameau de Mirande. — 1er lot. Terrassements et maçonneries 7.500 fr. Caut., 400 fr. — 2e lot. Charpente. Mont., 3.000 fr. Caut., 175 fr. — 3e lot. Couverture et zinguerie. Mont. 1.200 fr. Caut., 70 fr. — 4e lot. Plâtrerie et carrelage. Mont., 750 fr. Caut., 750 fr. — 5e lot. Menuiserie. Mont, 1.800 fr. Caut., 100 fr. — 6e lot. Serrurerie. Mont., 80 fr. Caut., 50 fr. — 7e lot. Peinture et vitrerie. Mont., 530 fr. Caut., 30 fr. — École de garçons du boulevard Tivoli. — 1er lot. Terrassements et maçonnerie. Mont., 30.000 fr. Caut., 1.500 fr. — 2e lot. Charpente. Mont., 14.000 fr. Caut., 800 fr. — 3e lot. Couverture et zinguerie. Mont., 6.000 fr. Caut., 500 fr. — 4e lot. Plâtrerie et carrelage. Mont., 4.000 fr. Caut., 200 fr. — 5e lot. Menuiserie. Mont., 16.000 fr. Caut., 800 fr. — 6e lot. Serrurerie. Mont., 5.000. Caut., 300 fr. — 7e lot. Peinture et vitrerie. Mont., 3.500 fr. Caut., 170 fr. [133, 506, 703, 621]
mises-heading: MISES EN ADJUDICATION [859, 657, 1181, 685]
notice-text: Renseignements à la mairie. [145, 623, 273, 636]
notice-text: — Préfecture. Commune de Villeneuve. Construction d'un pont sur le Cher. Travaux de maçonnerie. Mont., 35.000 fr. M. Margot, à Bourges, adjud. à 18 p. 100. [133, 1224, 703, 1252]
notice-text: — Mairie de Saint-Michel. Reconstruction du pont sur la rivière des Champs, à Blissy, et exhaussement aux abords. Mont., 12.000 fr. M. H. Cheneaux, à la Neuville-Saint-Remy-les-Cambrai, adjud. à 22 p. 100. [133, 1006, 703, 1033]
notice-text: Préfecture. École normale d'institutrices, à Albertville. Travaux d'appropriation et de réparations de l'école normale actuelle d'instituteurs pour l'installation de l'école normale d'institutrices, à Albertville. Mont., 50 000 fr. MM. Francescoli et Pedroletti, à Aiguebelle, adjud. à 17 p. 100. [735, 366, 1305, 408]
notice-text: Renseignements à la mairie. [145, 681, 273, 694]
notice-place: Rhône. [145, 830, 184, 843]
notice-entry [133, 739, 703, 754]
notice-place: Paris. [747, 458, 778, 471]
notice-date: Le 18 juillet. [200, 1006, 263, 1018]
notice-text: — Un décret présidentiel du 6 juillet 1886 a approuvé une soumission des sieurs Faufingue frères, entrepreneurs, rue des Remparts-d'Ainay, 38 pour les travaux de canalisation nécessaire à l'écoulement des eaux pluviales des bâtiments de l'entrepôt international des douanes. [735, 840, 1306, 882]
